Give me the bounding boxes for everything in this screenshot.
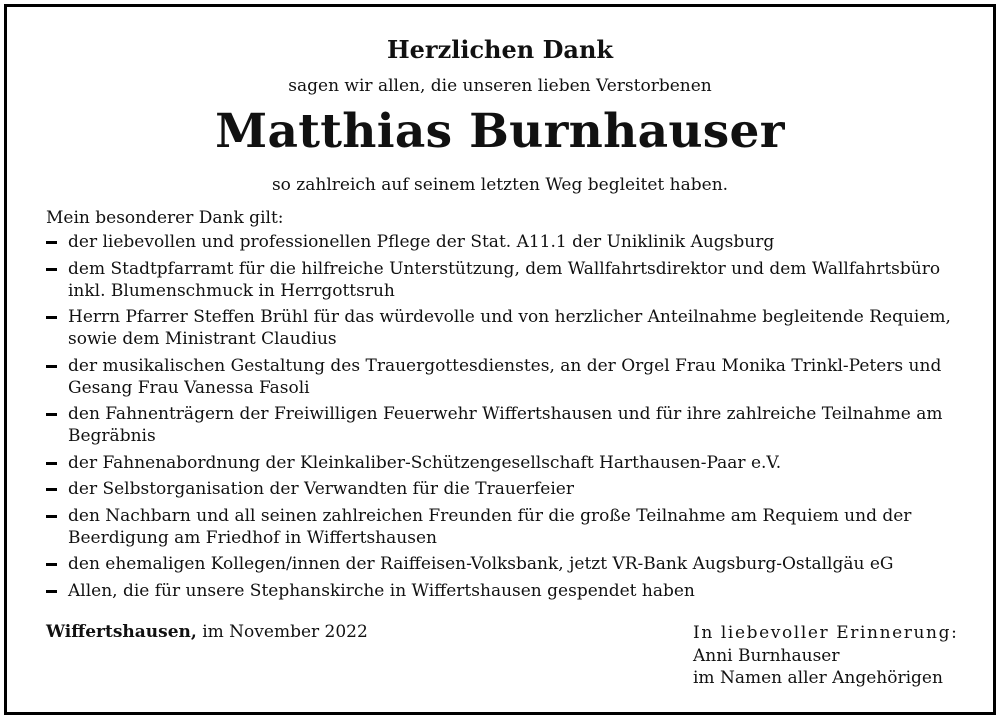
dash-bullet: [46, 515, 57, 518]
intro-text: Mein besonderer Dank gilt:: [46, 208, 284, 228]
list-item: [46, 231, 951, 253]
list-item: [46, 355, 951, 399]
list-item-text: der liebevollen und professionellen Pflege der Stat. A11.1 der Uniklinik Augsburg: [68, 232, 775, 252]
place-name: Wiffertshausen,: [46, 622, 197, 642]
dash-bullet: [46, 268, 57, 271]
thanks-list: [46, 231, 951, 606]
dash-bullet: [46, 241, 57, 244]
list-item-text: der musikalischen Gestaltung des Trauergottesdienstes, an der Orgel Frau Monika Trinkl-Peters und Gesang Frau Vanessa Fasoli: [68, 355, 942, 398]
list-item-text: der Fahnenabordnung der Kleinkaliber-Schützengesellschaft Harthausen-Paar e.V.: [68, 452, 782, 473]
list-item-text: der Selbstorganisation der Verwandten für die Trauerfeier: [68, 479, 574, 499]
list-item: [46, 505, 951, 549]
list-item-text: den Fahnenträgern der Freiwilligen Feuerwehr Wiffertshausen und für ihre zahlreiche Teilnahme am Begräbnis: [68, 404, 943, 446]
dash-bullet: [46, 365, 57, 368]
list-item: [46, 580, 951, 602]
thanks-line: so zahlreich auf seinem letzten Weg begleitet haben.: [271, 175, 729, 195]
signature-name: Anni Burnhauser: [693, 645, 840, 666]
list-item: [46, 553, 951, 575]
dash-bullet: [46, 316, 57, 319]
dash-bullet: [46, 462, 57, 465]
signature-heading: In liebevoller Erinnerung:: [693, 623, 959, 643]
list-item-text: den ehemaligen Kollegen/innen der Raiffeisen-Volksbank, jetzt VR-Bank Augsburg-Ostallgäu eG: [68, 554, 894, 574]
dash-bullet: [46, 413, 57, 416]
thanks-heading: Herzlichen Dank: [386, 35, 614, 64]
thanks-subtitle: sagen wir allen, die unseren lieben Verstorbenen: [288, 76, 712, 96]
list-item-text: Herrn Pfarrer Steffen Brühl für das würdevolle und von herzlicher Anteilnahme begleitende Requiem, sowie dem Ministrant Claudius: [68, 307, 951, 349]
list-item-text: den Nachbarn und all seinen zahlreichen Freunden für die große Teilnahme am Requiem und der Beerdigung am Friedhof in Wiffertshausen: [68, 505, 912, 548]
list-item: [46, 258, 951, 302]
deceased-name: Matthias Burnhauser: [215, 104, 785, 159]
signature-note: im Namen aller Angehörigen: [693, 668, 943, 688]
list-item: [46, 478, 951, 500]
place-date-line: [46, 622, 368, 642]
list-item: [46, 306, 951, 350]
date-text: im November 2022: [202, 622, 368, 642]
dash-bullet: [46, 488, 57, 491]
list-item: [46, 452, 951, 474]
list-item-text: Allen, die für unsere Stephanskirche in Wiffertshausen gespendet haben: [68, 580, 695, 601]
list-item-text: dem Stadtpfarramt für die hilfreiche Unterstützung, dem Wallfahrtsdirektor und dem Wallfahrtsbüro inkl. Blumenschmuck in Herrgottsruh: [68, 258, 941, 301]
dash-bullet: [46, 590, 57, 593]
list-item: [46, 403, 951, 447]
signature-block: [693, 622, 958, 690]
dash-bullet: [46, 563, 57, 566]
